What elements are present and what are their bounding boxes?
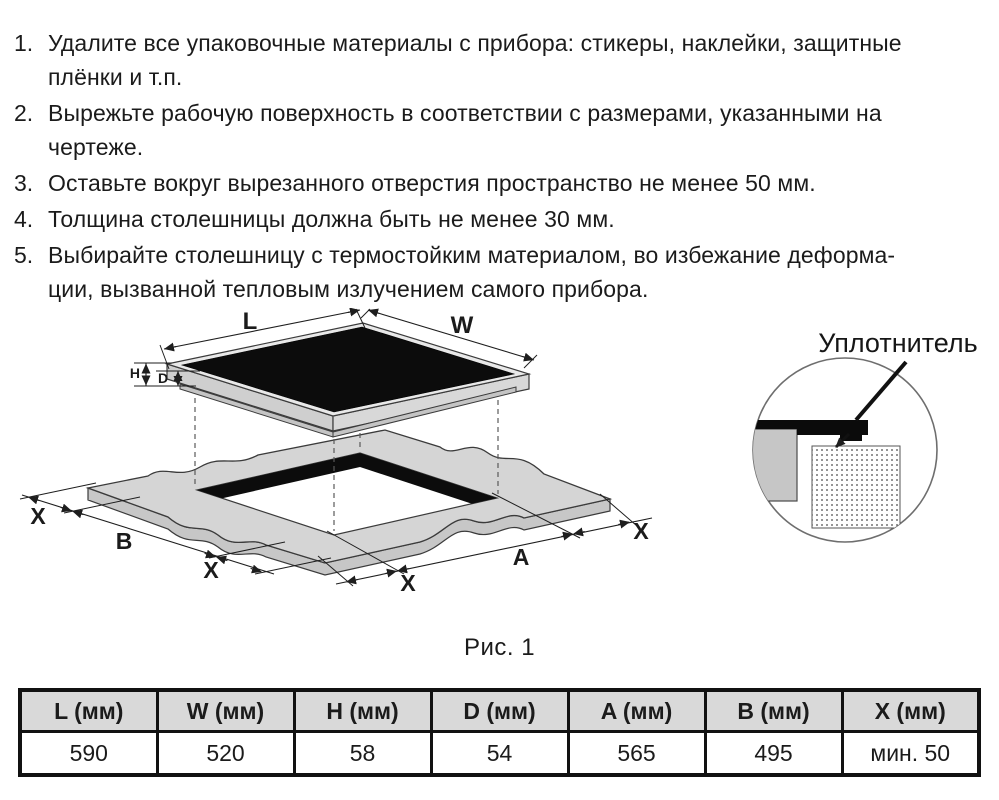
dim-label-H: H [129,365,140,381]
instruction-item [14,26,991,94]
dim-label-X-bottom-left: X [203,557,219,583]
table-header-cell: H (мм) [294,690,431,732]
dim-label-D: D [157,370,169,386]
instruction-text-line: Вырежьте рабочую поверхность в соответствии с размерами, указанными на [48,100,882,126]
seal-label: Уплотнитель [818,328,978,358]
table-header-cell: W (мм) [157,690,294,732]
instruction-number: 2. [14,100,34,126]
instruction-number: 5. [14,242,34,268]
dim-label-W: W [450,312,474,339]
detail-cooktop-body [812,446,900,528]
instruction-item [14,96,991,164]
table-value-cell: 590 [20,732,157,776]
instruction-text-line: Выбирайте столешницу с термостойким материалом, во избежание деформа- [48,242,896,268]
table-header-cell: X (мм) [842,690,979,732]
instruction-text-line: чертеже. [48,134,144,160]
detail-countertop-section [738,429,797,501]
detail-trim [797,429,868,435]
figure-caption: Рис. 1 [463,634,536,661]
installation-diagram [0,308,999,634]
dim-label-B: B [115,528,133,554]
instruction-list [14,26,991,308]
table-header-cell: B (мм) [705,690,842,732]
instruction-item [14,202,991,236]
instruction-number: 3. [14,170,34,196]
table-value-cell: 520 [157,732,294,776]
table-header-cell: A (мм) [568,690,705,732]
instruction-number: 1. [14,30,34,56]
table-value-row [20,732,979,776]
table-header-row [20,690,979,732]
table-value-cell: мин. 50 [842,732,979,776]
table-header-cell: L (мм) [20,690,157,732]
dim-label-L: L [242,308,258,335]
instruction-item [14,238,991,306]
instruction-text-line: Толщина столешницы должна быть не менее 30 мм. [48,206,615,232]
instruction-text-line: Удалите все упаковочные материалы с прибора: стикеры, наклейки, защитные [48,30,902,56]
dim-label-X-bottom-right: X [400,570,416,596]
dimensions-table-wrap [18,688,981,777]
countertop-drawing [88,430,610,575]
instruction-text-line: ции, вызванной тепловым излучением самого прибора. [48,276,649,302]
detail-glass-edge [745,420,868,429]
instruction-text-line: плёнки и т.п. [48,64,183,90]
table-value-cell: 54 [431,732,568,776]
dim-label-A: A [512,544,530,570]
table-value-cell: 58 [294,732,431,776]
instruction-text-line: Оставьте вокруг вырезанного отверстия пространство не менее 50 мм. [48,170,816,196]
dim-label-X-right: X [633,518,649,544]
dimensions-table [18,688,981,777]
table-header-cell: D (мм) [431,690,568,732]
dim-label-X-left: X [30,503,46,529]
instruction-item [14,166,991,200]
cooktop-drawing [167,323,529,437]
seal-detail [738,328,978,542]
table-value-cell: 565 [568,732,705,776]
table-value-cell: 495 [705,732,842,776]
instruction-number: 4. [14,206,34,232]
